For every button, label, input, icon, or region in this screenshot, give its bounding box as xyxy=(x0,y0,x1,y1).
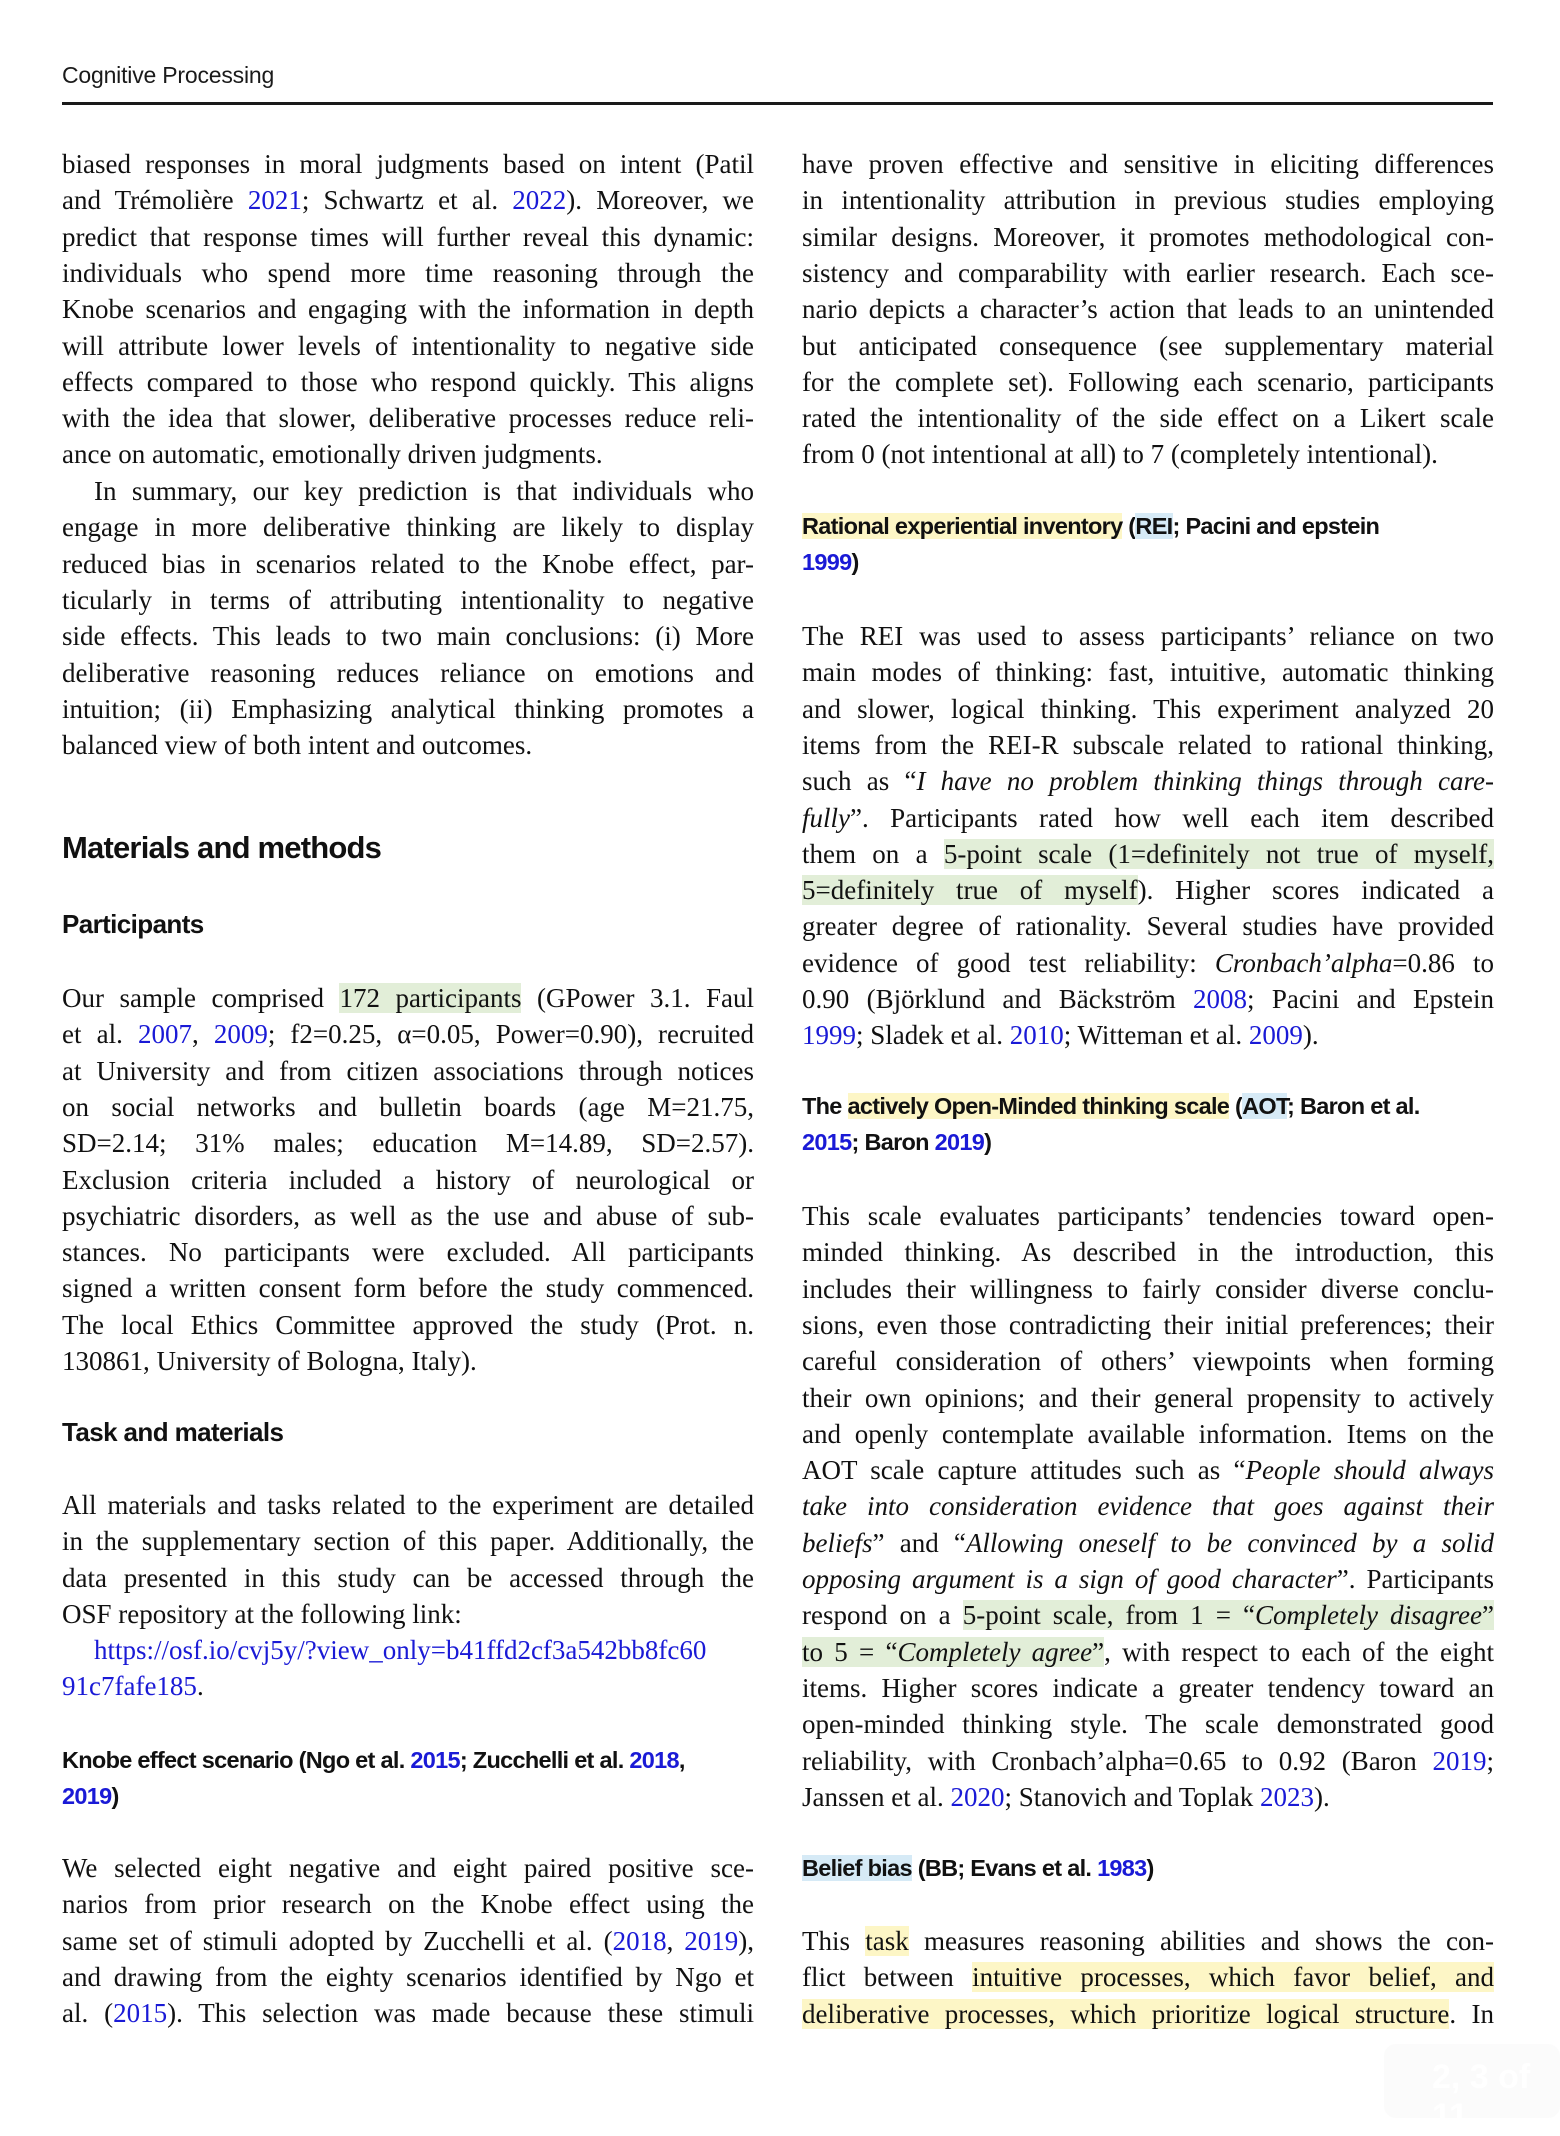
text-run: sions, even those contradicting their initial preferences; their xyxy=(802,1309,1494,1340)
text-run: includes their willingness to fairly consider diverse conclu- xyxy=(802,1273,1494,1304)
text-run: ; Schwartz et al. xyxy=(301,185,513,216)
text-line xyxy=(62,727,754,763)
text-line xyxy=(62,1162,754,1198)
text-line xyxy=(62,1234,754,1270)
text-run: deliberative reasoning reduces reliance on emotions and xyxy=(62,657,754,688)
text-line xyxy=(62,1307,754,1343)
highlight: ” xyxy=(1092,1636,1105,1667)
text-run: data presented in this study can be accessed through the xyxy=(62,1562,754,1593)
text-run: side effects. This leads to two main conclusions: (i) More xyxy=(62,621,754,652)
italic-run: Cronbach’alpha xyxy=(1214,947,1393,978)
text-run: et al. xyxy=(62,1019,138,1050)
text-line xyxy=(62,1523,754,1559)
text-run: ; Pacini and Epstein xyxy=(1247,984,1494,1014)
text-run: minded thinking. As described in the introduction, this xyxy=(802,1237,1494,1268)
text-line xyxy=(802,727,1494,763)
text-run: This xyxy=(802,1926,866,1956)
text-run: All materials and tasks related to the experiment are detailed xyxy=(62,1490,754,1520)
text-run: in the supplementary section of this paper. Additionally, the xyxy=(62,1526,754,1557)
text-line xyxy=(62,400,754,436)
text-run: sistency and comparability with earlier research. Each sce- xyxy=(802,257,1494,288)
text-run: ( xyxy=(1122,513,1136,539)
text-run: ; xyxy=(1486,1745,1494,1776)
citation-link[interactable]: 2020 xyxy=(950,1781,1005,1812)
text-line xyxy=(802,1923,1494,1959)
citation-link[interactable]: 2023 xyxy=(1260,1781,1315,1812)
citation-link[interactable]: 2021 xyxy=(247,185,302,216)
text-run: ) xyxy=(984,1129,992,1156)
citation-link[interactable]: 1983 xyxy=(1097,1855,1147,1881)
text-run: for the complete set). Following each scenario, participants xyxy=(802,366,1494,397)
text-run: engage in more deliberative thinking are likely to display xyxy=(62,512,754,543)
text-run: Knobe effect scenario (Ngo et al. xyxy=(62,1747,411,1773)
text-run: In summary, our key prediction is that individuals who xyxy=(94,476,754,506)
italic-run: take into consideration evidence that goes against their xyxy=(802,1491,1494,1522)
text-run: The xyxy=(802,1093,848,1119)
text-run: SD=2.14; 31% males; education M=14.89, SD=2.57). xyxy=(62,1128,754,1159)
text-run: ( xyxy=(1229,1093,1243,1119)
text-run: respond on a xyxy=(802,1600,963,1631)
citation-link[interactable]: 2018 xyxy=(612,1925,667,1956)
text-run: their own opinions; and their general propensity to actively xyxy=(802,1382,1494,1413)
citation-link[interactable]: 2008 xyxy=(1193,984,1248,1014)
text-run: ance on automatic, emotionally driven judgments. xyxy=(62,439,603,470)
text-run: careful consideration of others’ viewpoints when forming xyxy=(802,1346,1494,1377)
text-line xyxy=(802,364,1494,400)
text-run: similar designs. Moreover, it promotes methodological con- xyxy=(802,221,1494,252)
page-indicator xyxy=(1384,2044,1560,2135)
text-run: ” and “ xyxy=(872,1527,966,1558)
text-line xyxy=(62,182,754,218)
highlight: Belief bias xyxy=(802,1855,912,1881)
text-line xyxy=(802,1779,1494,1815)
text-run: al. ( xyxy=(62,1998,114,2029)
text-run: have proven effective and sensitive in eliciting differences xyxy=(802,149,1494,179)
text-run: intuition; (ii) Emphasizing analytical thinking promotes a xyxy=(62,693,754,724)
heading-line xyxy=(802,1850,1154,1886)
text-run: Exclusion criteria included a history of neurological or xyxy=(62,1164,754,1195)
text-line xyxy=(62,436,754,472)
text-run: balanced view of both intent and outcomes. xyxy=(62,730,533,761)
text-run: ; Stanovich and Toplak xyxy=(1004,1781,1261,1812)
text-run: Our sample comprised xyxy=(62,983,340,1013)
text-line xyxy=(802,1706,1494,1742)
citation-link[interactable]: 2018 xyxy=(629,1747,679,1773)
text-run: at University and from citizen associations through notices xyxy=(62,1055,754,1086)
text-line xyxy=(802,1525,1494,1561)
text-run: OSF repository at the following link: xyxy=(62,1598,462,1629)
text-line xyxy=(802,1017,1494,1053)
text-line xyxy=(802,1597,1494,1633)
text-line xyxy=(62,655,754,691)
highlight: 5-point scale, from 1 = “ xyxy=(962,1600,1255,1631)
highlight: intuitive processes, which favor belief, and xyxy=(972,1962,1494,1993)
text-run: ; f2=0.25, α=0.05, Power=0.90), recruited xyxy=(267,1019,754,1050)
text-run: open-minded thinking style. The scale demonstrated good xyxy=(802,1709,1494,1740)
highlight: 5=definitely true of myself xyxy=(802,875,1138,906)
highlight: Rational experiential inventory xyxy=(802,513,1123,539)
italic-run: opposing argument is a sign of good character xyxy=(802,1564,1337,1594)
text-run: main modes of thinking: fast, intuitive, automatic thinking xyxy=(802,657,1494,688)
text-run: ). This selection was made because these stimuli xyxy=(167,1998,754,2029)
text-run: ) xyxy=(111,1783,119,1810)
text-line xyxy=(62,1995,754,2031)
highlight: Completely agree xyxy=(897,1636,1093,1667)
heading-line xyxy=(802,1124,991,1160)
highlight: AOT xyxy=(1242,1093,1288,1119)
italic-run: Allowing oneself to be convinced by a solid xyxy=(965,1527,1494,1558)
text-line xyxy=(62,1270,754,1306)
text-run: ). xyxy=(1302,1020,1319,1051)
highlight: ” xyxy=(1482,1600,1495,1631)
text-line xyxy=(802,291,1494,327)
text-run: ), xyxy=(738,1925,755,1956)
text-line xyxy=(62,255,754,291)
text-run: ”. Participants xyxy=(1336,1564,1494,1594)
text-run: 0.90 (Björklund and Bäckström xyxy=(802,984,1194,1014)
citation-link[interactable]: 2015 xyxy=(113,1998,168,2029)
text-line xyxy=(802,1343,1494,1379)
text-line xyxy=(62,1343,754,1379)
text-line xyxy=(62,1886,754,1922)
text-line xyxy=(802,255,1494,291)
text-line xyxy=(62,509,754,545)
highlight: 5-point scale (1=definitely not true of myself, xyxy=(943,838,1494,869)
text-run: biased responses in moral judgments based on intent (Patil xyxy=(62,149,754,179)
text-line xyxy=(62,618,754,654)
text-line xyxy=(62,1560,754,1596)
text-run: ; Baron xyxy=(851,1129,935,1156)
text-line xyxy=(802,1452,1494,1488)
text-run: evidence of good test reliability: xyxy=(802,947,1215,978)
header-rule xyxy=(62,102,1493,105)
text-run: rated the intentionality of the side effect on a Likert scale xyxy=(802,403,1494,434)
text-line xyxy=(802,1488,1494,1524)
osf-link[interactable]: https://osf.io/cvj5y/?view_only=b41ffd2cf3a542bb8fc60 xyxy=(94,1635,707,1665)
text-run: predict that response times will further reveal this dynamic: xyxy=(62,221,754,252)
text-line xyxy=(62,582,754,618)
text-line xyxy=(62,1016,754,1052)
text-run: . In xyxy=(1449,1998,1494,2029)
citation-link[interactable]: 2009 xyxy=(1248,1020,1303,1051)
text-line xyxy=(802,400,1494,436)
text-run: and Trémolière xyxy=(62,185,248,216)
text-line xyxy=(802,618,1494,654)
text-line xyxy=(802,1271,1494,1307)
text-run: Knobe scenarios and engaging with the information in depth xyxy=(62,294,754,325)
running-head: Cognitive Processing xyxy=(62,62,275,88)
text-line xyxy=(62,364,754,400)
italic-run: beliefs xyxy=(802,1527,873,1558)
citation-link[interactable]: 2010 xyxy=(1009,1020,1064,1051)
text-line xyxy=(62,1596,754,1632)
text-line xyxy=(802,981,1494,1017)
text-run: them on a xyxy=(802,838,944,869)
text-run: , with respect to each of the eight xyxy=(1104,1636,1495,1667)
text-run: but anticipated consequence (see supplementary material xyxy=(802,330,1494,361)
text-run: , xyxy=(666,1925,685,1956)
text-line xyxy=(62,980,754,1016)
text-line xyxy=(802,328,1494,364)
highlight: actively Open-Minded thinking scale xyxy=(847,1093,1230,1119)
text-run: reliability, with Cronbach’alpha=0.65 to 0.92 (Baron xyxy=(802,1745,1433,1776)
text-line xyxy=(802,800,1494,836)
text-line xyxy=(802,1996,1494,2032)
text-line xyxy=(62,691,754,727)
text-run: psychiatric disorders, as well as the use and abuse of sub- xyxy=(62,1200,754,1231)
text-run: will attribute lower levels of intentionality to negative side xyxy=(62,330,754,361)
citation-link[interactable]: 1999 xyxy=(802,1020,856,1051)
text-run: ; Baron et al. xyxy=(1287,1093,1420,1119)
citation-link[interactable]: 2019 xyxy=(934,1129,985,1156)
text-run: and slower, logical thinking. This experiment analyzed 20 xyxy=(802,693,1494,724)
text-run: and openly contemplate available information. Items on the xyxy=(802,1418,1494,1449)
text-run: 130861, University of Bologna, Italy). xyxy=(62,1346,477,1376)
text-line xyxy=(802,182,1494,218)
citation-link[interactable]: 2007 xyxy=(137,1019,192,1050)
text-run: nario depicts a character’s action that leads to an unintended xyxy=(802,294,1494,325)
text-run: on social networks and bulletin boards (age M=21.75, xyxy=(62,1091,754,1122)
osf-link-line-1[interactable] xyxy=(62,1632,754,1668)
text-line xyxy=(62,1053,754,1089)
text-line xyxy=(62,1850,754,1886)
text-run: signed a written consent form before the study commenced. xyxy=(62,1273,754,1304)
text-line xyxy=(802,1743,1494,1779)
heading-line xyxy=(62,1778,119,1814)
text-run: , xyxy=(678,1747,685,1773)
text-run: The local Ethics Committee approved the study (Prot. n. xyxy=(62,1309,754,1340)
text-line xyxy=(802,763,1494,799)
text-run: with the idea that slower, deliberative processes reduce reli- xyxy=(62,403,754,434)
text-line xyxy=(802,872,1494,908)
text-run: ; Zucchelli et al. xyxy=(459,1747,630,1773)
text-run: Janssen et al. xyxy=(802,1781,951,1812)
text-line xyxy=(62,1125,754,1161)
text-line xyxy=(802,1561,1494,1597)
heading-line xyxy=(802,1088,1420,1124)
citation-link[interactable]: 2019 xyxy=(62,1783,112,1810)
citation-link[interactable]: 2015 xyxy=(410,1747,460,1773)
text-line xyxy=(802,1198,1494,1234)
italic-run: I have no problem thinking things through care- xyxy=(916,766,1494,797)
citation-link[interactable]: 2015 xyxy=(802,1129,852,1156)
citation-link[interactable]: 1999 xyxy=(802,549,852,576)
italic-run: fully xyxy=(802,802,850,833)
text-line xyxy=(62,1959,754,1995)
text-run: ; Sladek et al. xyxy=(856,1020,1010,1051)
osf-link-cont[interactable]: 91c7fafe185 xyxy=(62,1671,197,1701)
citation-link[interactable]: 2019 xyxy=(684,1925,739,1956)
text-run: ) xyxy=(1146,1855,1154,1881)
text-run: narios from prior research on the Knobe effect using the xyxy=(62,1889,754,1920)
italic-run: People should always xyxy=(1245,1455,1494,1486)
text-run: ; Witteman et al. xyxy=(1063,1020,1249,1051)
text-run: and drawing from the eighty scenarios identified by Ngo et xyxy=(62,1961,754,1992)
text-line xyxy=(802,691,1494,727)
text-run: reduced bias in scenarios related to the Knobe effect, par- xyxy=(62,548,754,579)
heading-line xyxy=(62,1742,685,1778)
text-run: AOT scale capture attitudes such as “ xyxy=(802,1455,1246,1486)
text-line xyxy=(802,1307,1494,1343)
highlight: task xyxy=(865,1926,909,1956)
text-line xyxy=(802,945,1494,981)
text-run: ”. Participants rated how well each item described xyxy=(850,802,1494,833)
text-run: items from the REI-R subscale related to rational thinking, xyxy=(802,729,1494,760)
text-run: ). Higher scores indicated a xyxy=(1137,875,1494,906)
text-run: We selected eight negative and eight paired positive sce- xyxy=(62,1853,754,1883)
text-run: ticularly in terms of attributing intentionality to negative xyxy=(62,584,754,615)
text-line xyxy=(802,908,1494,944)
text-line xyxy=(802,654,1494,690)
highlight: 172 participants xyxy=(339,983,522,1013)
highlight: Completely disagree xyxy=(1255,1600,1483,1631)
text-line xyxy=(62,546,754,582)
text-line xyxy=(802,219,1494,255)
text-run: stances. No participants were excluded. All participants xyxy=(62,1237,754,1268)
text-run: The REI was used to assess participants’ reliance on two xyxy=(802,621,1494,651)
text-line xyxy=(62,1923,754,1959)
text-run: greater degree of rationality. Several studies have provided xyxy=(802,911,1494,942)
text-line xyxy=(802,436,1494,472)
text-line xyxy=(62,1089,754,1125)
text-run: ) xyxy=(851,549,859,576)
text-line xyxy=(62,1198,754,1234)
text-run: (GPower 3.1. Faul xyxy=(521,983,754,1013)
highlight: REI xyxy=(1135,513,1173,539)
osf-link-line-2[interactable]: 91c7fafe185. xyxy=(62,1671,204,1701)
text-line xyxy=(802,1959,1494,1995)
text-run: measures reasoning abilities and shows the con- xyxy=(908,1926,1494,1956)
text-run: effects compared to those who respond quickly. This aligns xyxy=(62,366,754,397)
text-line xyxy=(802,1416,1494,1452)
text-run: ; Pacini and epstein xyxy=(1172,513,1380,539)
text-run: ). Moreover, we xyxy=(566,185,754,216)
text-run: , xyxy=(191,1019,214,1050)
heading-line xyxy=(802,544,859,580)
text-line xyxy=(802,1634,1494,1670)
text-line xyxy=(802,1670,1494,1706)
highlight: deliberative processes, which prioritize logical structure xyxy=(802,1998,1450,2029)
text-run: such as “ xyxy=(802,766,917,797)
text-run: same set of stimuli adopted by Zucchelli et al. ( xyxy=(62,1925,613,1956)
text-run: ). xyxy=(1314,1781,1330,1812)
text-line xyxy=(62,328,754,364)
text-line xyxy=(62,1487,754,1523)
text-line xyxy=(62,291,754,327)
text-run: from 0 (not intentional at all) to 7 (completely intentional). xyxy=(802,439,1438,470)
text-line xyxy=(802,1234,1494,1270)
text-run: items. Higher scores indicate a greater tendency toward an xyxy=(802,1672,1494,1703)
heading-line xyxy=(802,508,1379,544)
subsection-title-participants: Participants xyxy=(62,909,204,939)
text-run: (BB; Evans et al. xyxy=(911,1855,1098,1881)
section-title-materials-methods: Materials and methods xyxy=(62,830,382,865)
text-line xyxy=(802,146,1494,182)
highlight: to 5 = “ xyxy=(802,1636,898,1667)
text-line xyxy=(802,1380,1494,1416)
text-run: =0.86 to xyxy=(1392,947,1494,978)
text-line xyxy=(802,836,1494,872)
text-run: in intentionality attribution in previous studies employing xyxy=(802,185,1494,216)
text-line xyxy=(62,219,754,255)
citation-link[interactable]: 2009 xyxy=(213,1019,268,1050)
text-run: flict between xyxy=(802,1962,973,1993)
subsection-title-task-materials: Task and materials xyxy=(62,1417,284,1447)
page-indicator-text: 2, 3 of 11 xyxy=(1432,2058,1531,2135)
text-run: This scale evaluates participants’ tendencies toward open- xyxy=(802,1201,1494,1231)
citation-link[interactable]: 2019 xyxy=(1432,1745,1487,1776)
text-run: individuals who spend more time reasoning through the xyxy=(62,257,754,288)
citation-link[interactable]: 2022 xyxy=(512,185,567,216)
text-line xyxy=(62,146,754,182)
text-line xyxy=(62,473,754,509)
